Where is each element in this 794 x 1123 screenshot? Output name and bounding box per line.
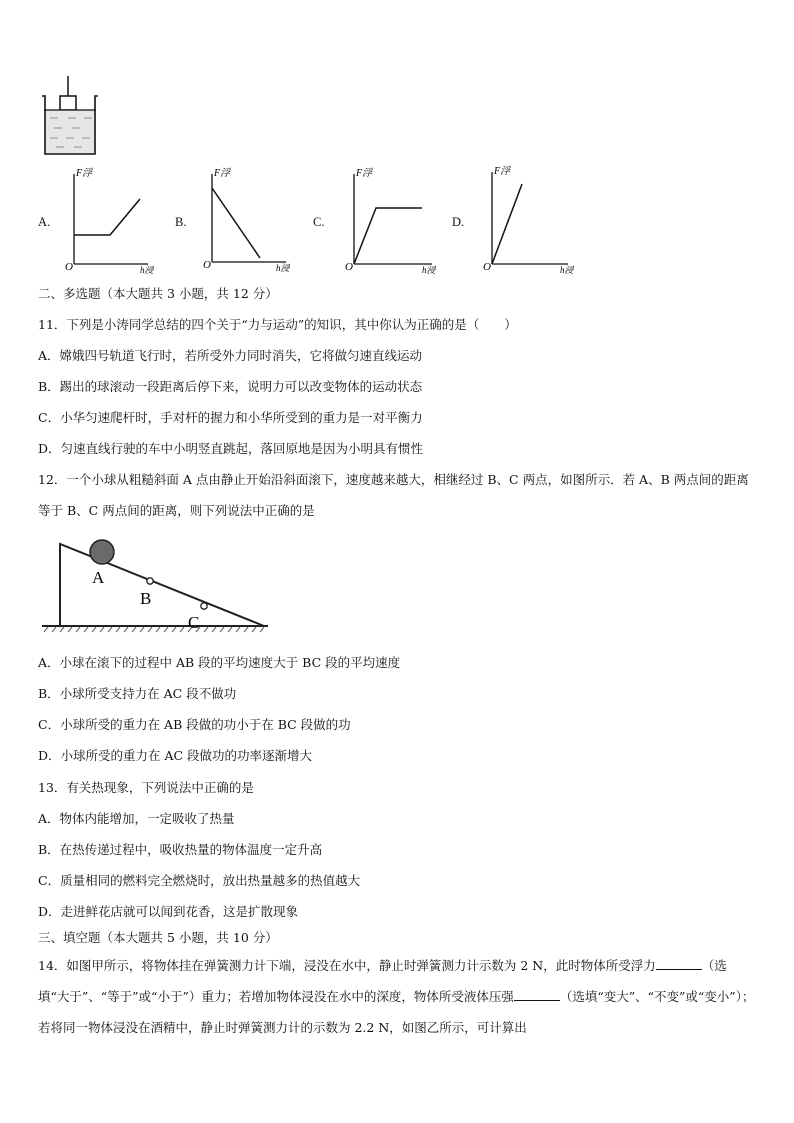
graph-b-line [212,188,260,258]
label-b: B [140,589,152,608]
question-14-text [38,950,756,1043]
graph-option-b-letter: B. [175,215,187,229]
answer-blank-1[interactable] [656,957,702,970]
graph-option-a [62,166,154,276]
question-12-option-b: B．小球所受支持力在 AC 段不做功 [38,686,237,701]
question-14-part3: （选填“变大”、“不变”或“变小”）；若将同一物体浸没在酒精中，静止时弹簧测力计的示数为 2.2 N，如图乙所示，可计算出 [38,989,755,1035]
graph-option-d-letter: D. [452,215,465,229]
graph-option-d [480,164,576,276]
beaker-figure [38,76,102,160]
graph-b-xlabel: h浸 [276,263,290,273]
question-12-option-a: A．小球在滚下的过程中 AB 段的平均速度大于 BC 段的平均速度 [38,655,401,670]
answer-blank-2[interactable] [514,988,560,1001]
graph-a-ylabel: F浮 [76,168,93,179]
graph-c-xlabel: h浸 [422,265,436,275]
graph-d-origin: O [483,261,491,273]
graph-b-ylabel: F浮 [214,168,231,179]
graph-a-origin: O [65,261,73,273]
graph-c-ylabel: F浮 [356,168,373,179]
graph-d-line [492,184,522,264]
graph-d-xlabel: h浸 [560,265,574,275]
label-c: C [188,613,200,632]
graph-b-origin: O [203,259,211,271]
graph-c-origin: O [345,261,353,273]
question-14-part2: （选填“大于”、“等于”或“小于”）重力；若增加物体浸没在水中的深度，物体所受液体压强 [38,958,727,1004]
question-12-option-d: D．小球所受的重力在 AC 段做功的功率逐渐增大 [38,748,313,763]
question-12-stem: 12．一个小球从粗糙斜面 A 点由静止开始沿斜面滚下，速度越来越大，相继经过 B、C 两点，如图所示．若 A、B 两点间的距离等于 B、C 两点间的距离，则下列说法中正确的是 [38,472,749,518]
incline-figure [38,536,270,638]
point-b-marker [147,578,153,584]
graph-option-b [200,166,292,276]
graph-option-a-letter: A. [38,215,51,229]
ball [90,540,114,564]
graph-a-line [74,199,140,235]
section-title-fill-in: 三、填空题（本大题共 5 小题，共 10 分） [38,930,278,945]
graph-d-ylabel: F浮 [494,166,511,177]
point-c-marker [201,603,207,609]
question-11-option-d: D．匀速直线行驶的车中小明竖直跳起，落回原地是因为小明具有惯性 [38,441,424,456]
question-14-part1: 14．如图甲所示，将物体挂在弹簧测力计下端，浸没在水中，静止时弹簧测力计示数为 2 N，此时物体所受浮力 [38,958,656,973]
question-13-option-c: C．质量相同的燃料完全燃烧时，放出热量越多的热值越大 [38,873,361,888]
question-13-stem: 13．有关热现象，下列说法中正确的是 [38,780,254,795]
question-12-option-c: C．小球所受的重力在 AB 段做的功小于在 BC 段做的功 [38,717,351,732]
graph-c-line [354,208,422,264]
graph-a-xlabel: h浸 [140,265,154,275]
question-11-option-b: B．踢出的球滚动一段距离后停下来，说明力可以改变物体的运动状态 [38,379,423,394]
question-13-option-d: D．走进鲜花店就可以闻到花香，这是扩散现象 [38,904,299,919]
question-13-option-a: A．物体内能增加，一定吸收了热量 [38,811,235,826]
graph-option-c [342,166,438,276]
question-11-stem: 11．下列是小涛同学总结的四个关于“力与运动”的知识，其中你认为正确的是（ ） [38,317,517,332]
question-11-option-c: C．小华匀速爬杆时，手对杆的握力和小华所受到的重力是一对平衡力 [38,410,423,425]
section-title-multiple-choice: 二、多选题（本大题共 3 小题，共 12 分） [38,286,278,301]
question-13-option-b: B．在热传递过程中，吸收热量的物体温度一定升高 [38,842,323,857]
label-a: A [92,568,105,587]
question-11-option-a: A．嫦娥四号轨道飞行时，若所受外力同时消失，它将做匀速直线运动 [38,348,423,363]
graph-option-c-letter: C. [313,215,325,229]
